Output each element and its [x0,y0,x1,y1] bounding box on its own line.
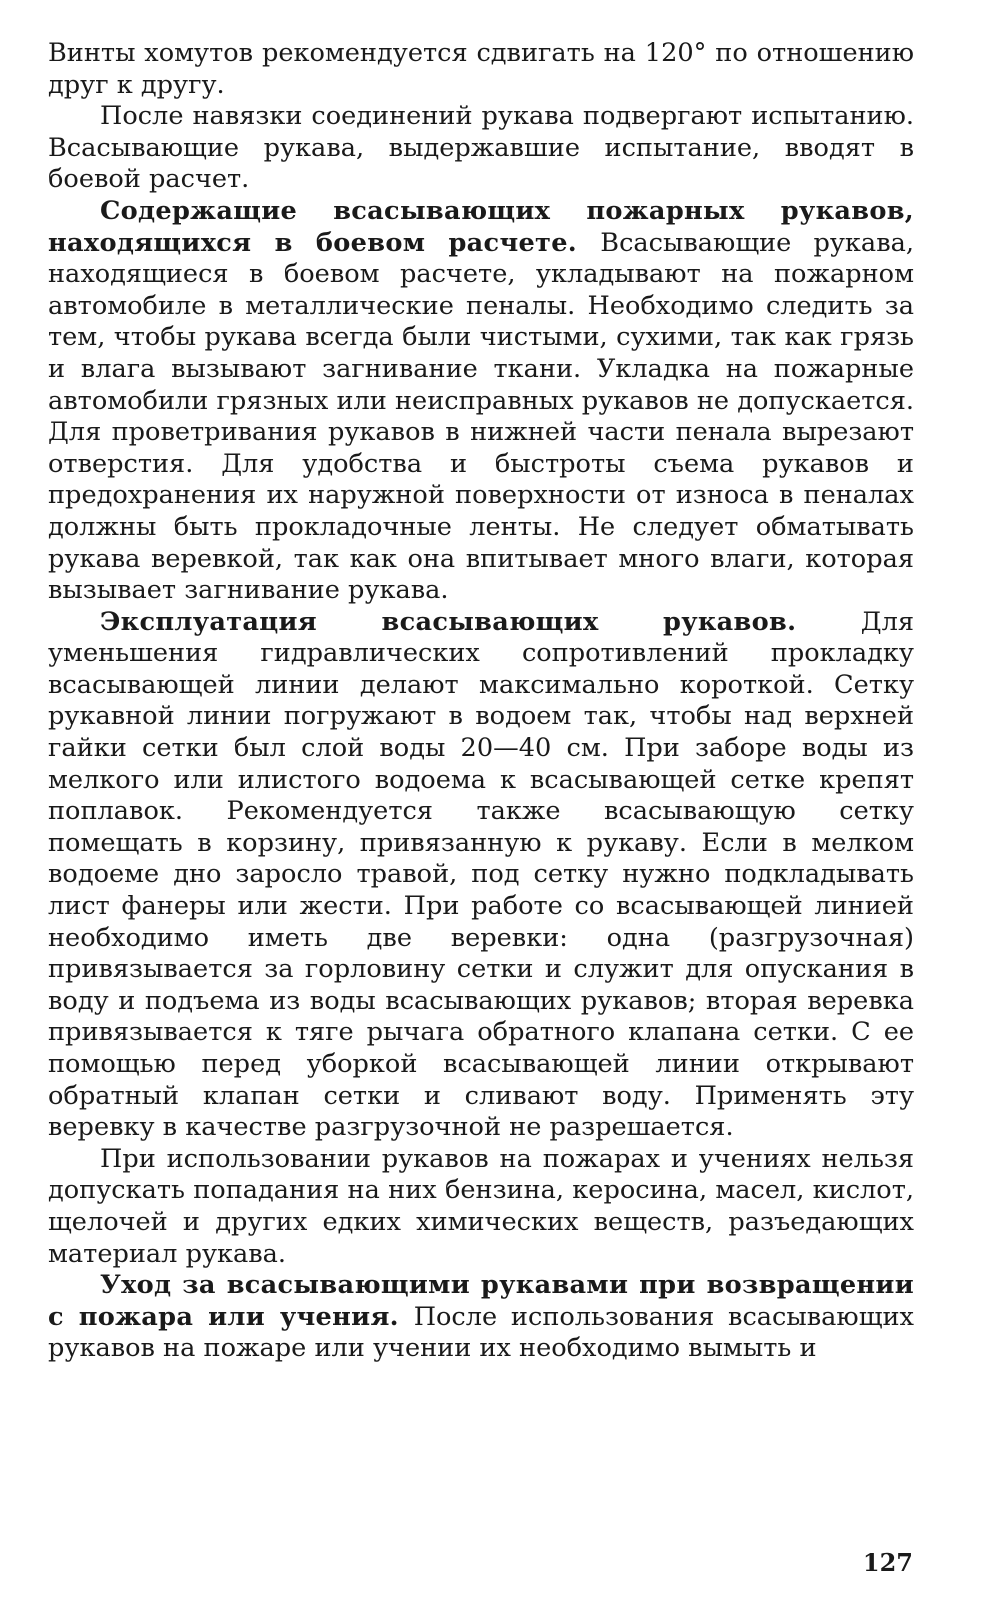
paragraph-text: После использования всасывающих рукавов на пожаре или учении их необходимо вымыть и [48,1301,914,1364]
section-heading: Содержащие всасывающих пожарных рукавов, находящихся в боевом расчете. [48,195,914,258]
paragraph-text: Всасывающие рукава, находящиеся в боевом расчете, укладывают на пожарном автомобиле в металлические пеналы. Необходимо следить за тем, чтобы рукава всегда были чистыми, сухими, так как грязь и влага вызывают загнивание ткани. Укладка на пожарные автомобили грязных или неисправных рукавов не допускается. Для проветривания рукавов в нижней части пенала вырезают отверстия. Для удобства и быстроты съема рукавов и предохранения их наружной поверхности от износа в пеналах должны быть прокладочные ленты. Не следует обматывать рукава веревкой, так как она впитывает много влаги, которая вызывает загнивание рукава. [48,227,914,606]
paragraph-6 [48,1270,914,1365]
paragraph-1 [48,38,914,101]
paragraph-5 [48,1144,914,1270]
section-heading: Эксплуатация всасывающих рукавов. [100,606,861,637]
page-number: 127 [862,1548,913,1577]
paragraph-text: При использовании рукавов на пожарах и учениях нельзя допускать попадания на них бензина, керосина, масел, кислот, щелочей и других едких химических веществ, разъедающих материал рукава. [48,1143,914,1269]
paragraph-text: После навязки соединений рукава подвергают испытанию. Всасывающие рукава, выдержавшие испытание, вводят в боевой расчет. [48,101,914,195]
section-heading: Уход за всасывающими рукавами при возвращении с пожара или учения. [48,1270,914,1332]
paragraph-3 [48,196,914,607]
page-body [48,38,914,1365]
paragraph-text: Винты хомутов рекомендуется сдвигать на 120° по отношению друг к другу. [48,38,914,100]
paragraph-4 [48,607,914,1144]
paragraph-2 [48,101,914,196]
paragraph-text: Для уменьшения гидравлических сопротивлений прокладку всасывающей линии делают максимально короткой. Сетку рукавной линии погружают в водоем так, чтобы над верхней гайки сетки был слой воды 20—40 см. При заборе воды из мелкого или илистого водоема к всасывающей сетке крепят поплавок. Рекомендуется также всасывающую сетку помещать в корзину, привязанную к рукаву. Если в мелком водоеме дно заросло травой, под сетку нужно подкладывать лист фанеры или жести. При работе со всасывающей линией необходимо иметь две веревки: одна (разгрузочная) привязывается за горловину сетки и служит для опускания в воду и подъема из воды всасывающих рукавов; вторая веревка привязывается к тяге рычага обратного клапана сетки. С ее помощью перед уборкой всасывающей линии открывают обратный клапан сетки и сливают воду. Применять эту веревку в качестве разгрузочной не разрешается. [48,606,914,1143]
